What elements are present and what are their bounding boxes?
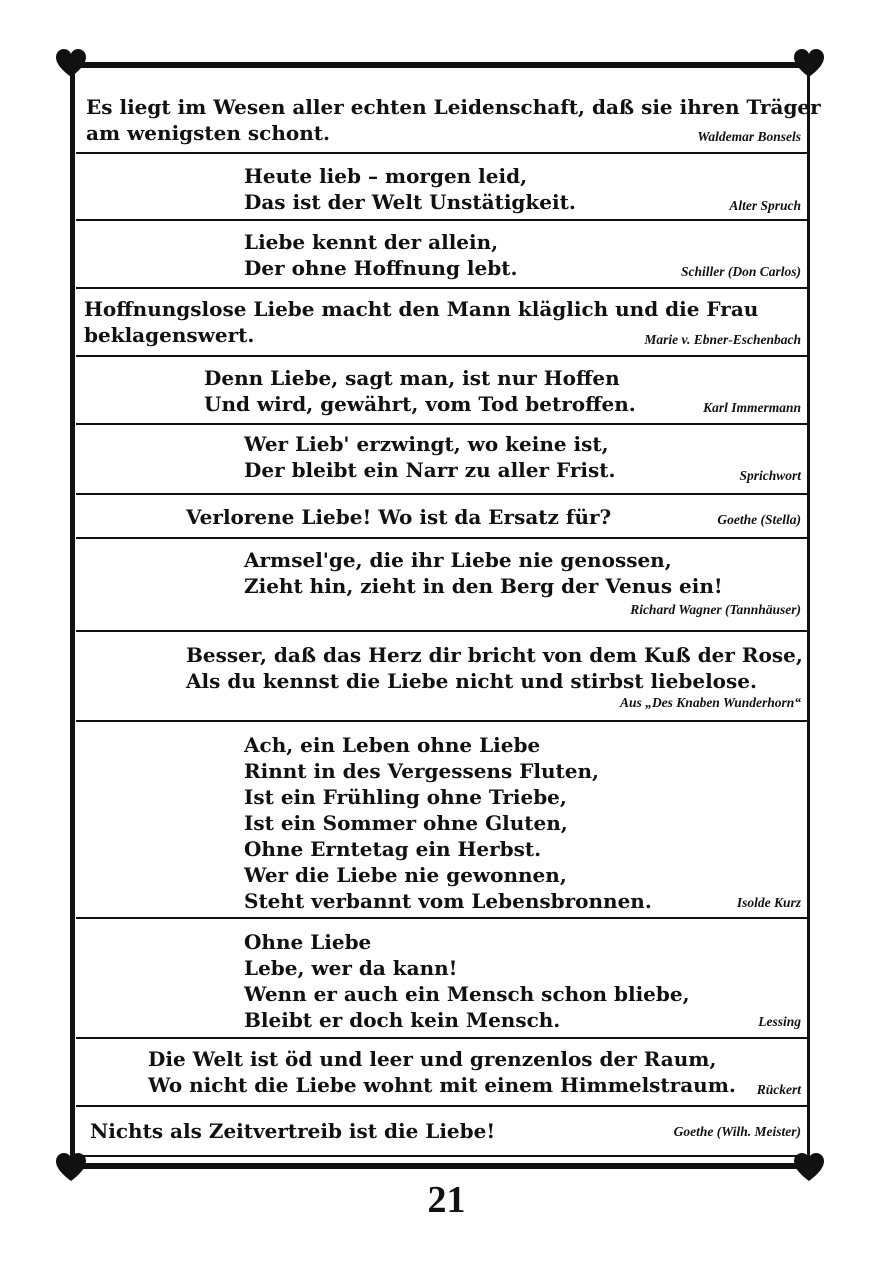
quote-line: Als du kennst die Liebe nicht und stirbst liebelose.: [186, 669, 757, 693]
quote-block: [76, 1039, 807, 1107]
page-number: 21: [427, 1179, 466, 1221]
quote-line: Bleibt er doch kein Mensch.: [244, 1008, 561, 1032]
quote-line: Ist ein Frühling ohne Triebe,: [244, 785, 567, 809]
quote-block: [76, 495, 807, 539]
quote-author: Goethe (Stella): [717, 512, 801, 527]
quote-block: [76, 154, 807, 221]
quote-author: Alter Spruch: [729, 198, 801, 213]
quote-line: Steht verbannt vom Lebensbronnen.: [244, 889, 652, 913]
quote-line: Ohne Liebe: [244, 930, 372, 954]
quote-line: Armsel'ge, die ihr Liebe nie genossen,: [244, 548, 672, 572]
quote-line: Zieht hin, zieht in den Berg der Venus ein!: [244, 574, 723, 598]
quote-block: [76, 425, 807, 495]
frame-bottom-rule: [70, 1163, 812, 1169]
quote-author: Richard Wagner (Tannhäuser): [630, 602, 801, 617]
quote-line: Heute lieb – morgen leid,: [244, 164, 528, 188]
quote-line: Besser, daß das Herz dir bricht von dem Kuß der Rose,: [186, 643, 803, 667]
quote-author: Karl Immermann: [703, 400, 801, 415]
quote-line: Der ohne Hoffnung lebt.: [244, 256, 518, 280]
quote-line: Verlorene Liebe! Wo ist da Ersatz für?: [186, 505, 612, 529]
quote-block: [76, 88, 821, 154]
quote-line: Rinnt in des Vergessens Fluten,: [244, 759, 599, 783]
quote-author: Schiller (Don Carlos): [680, 264, 801, 279]
quote-line: Hoffnungslose Liebe macht den Mann kläglich und die Frau: [84, 297, 759, 321]
quote-line: Wer Lieb' erzwingt, wo keine ist,: [244, 432, 609, 456]
quote-author: Marie v. Ebner-Eschenbach: [644, 332, 801, 347]
frame-left-rule: [70, 72, 75, 1164]
quote-block: [76, 722, 807, 919]
quote-line: beklagenswert.: [84, 323, 255, 347]
quote-block: [76, 221, 807, 289]
quote-line: Die Welt ist öd und leer und grenzenlos der Raum,: [148, 1047, 717, 1071]
heart-ornament-icon: [55, 48, 87, 80]
quote-line: am wenigsten schont.: [86, 121, 330, 145]
quote-block: [76, 919, 807, 1039]
quote-author: Rückert: [756, 1082, 801, 1097]
quote-line: Der bleibt ein Narr zu aller Frist.: [244, 458, 616, 482]
quote-block: [76, 1107, 807, 1157]
frame-right-rule: [807, 72, 810, 1164]
quote-block: [76, 357, 807, 425]
quote-line: Wenn er auch ein Mensch schon bliebe,: [244, 982, 690, 1006]
heart-ornament-icon: [793, 48, 825, 80]
quote-block: [76, 539, 807, 632]
quote-author: Sprichwort: [739, 468, 801, 483]
quote-line: Lebe, wer da kann!: [244, 956, 458, 980]
quote-author: Aus „Des Knaben Wunderhorn“: [620, 695, 801, 710]
quote-block: [76, 289, 807, 357]
quote-line: Ist ein Sommer ohne Gluten,: [244, 811, 568, 835]
frame-top-rule: [70, 62, 812, 68]
quote-line: Denn Liebe, sagt man, ist nur Hoffen: [204, 366, 620, 390]
quote-line: Nichts als Zeitvertreib ist die Liebe!: [90, 1119, 496, 1143]
quote-author: Waldemar Bonsels: [697, 129, 801, 144]
quote-line: Wer die Liebe nie gewonnen,: [244, 863, 567, 887]
quote-author: Goethe (Wilh. Meister): [673, 1124, 801, 1139]
quote-line: Das ist der Welt Unstätigkeit.: [244, 190, 576, 214]
quote-line: Und wird, gewährt, vom Tod betroffen.: [204, 392, 636, 416]
quote-line: Ach, ein Leben ohne Liebe: [244, 733, 541, 757]
quote-author: Isolde Kurz: [736, 895, 801, 910]
quote-line: Ohne Erntetag ein Herbst.: [244, 837, 542, 861]
quote-line: Wo nicht die Liebe wohnt mit einem Himmelstraum.: [148, 1073, 736, 1097]
quote-line: Liebe kennt der allein,: [244, 230, 499, 254]
quote-author: Lessing: [758, 1014, 801, 1029]
quote-block: [76, 632, 807, 722]
quote-line: Es liegt im Wesen aller echten Leidenschaft, daß sie ihren Träger: [86, 95, 821, 119]
